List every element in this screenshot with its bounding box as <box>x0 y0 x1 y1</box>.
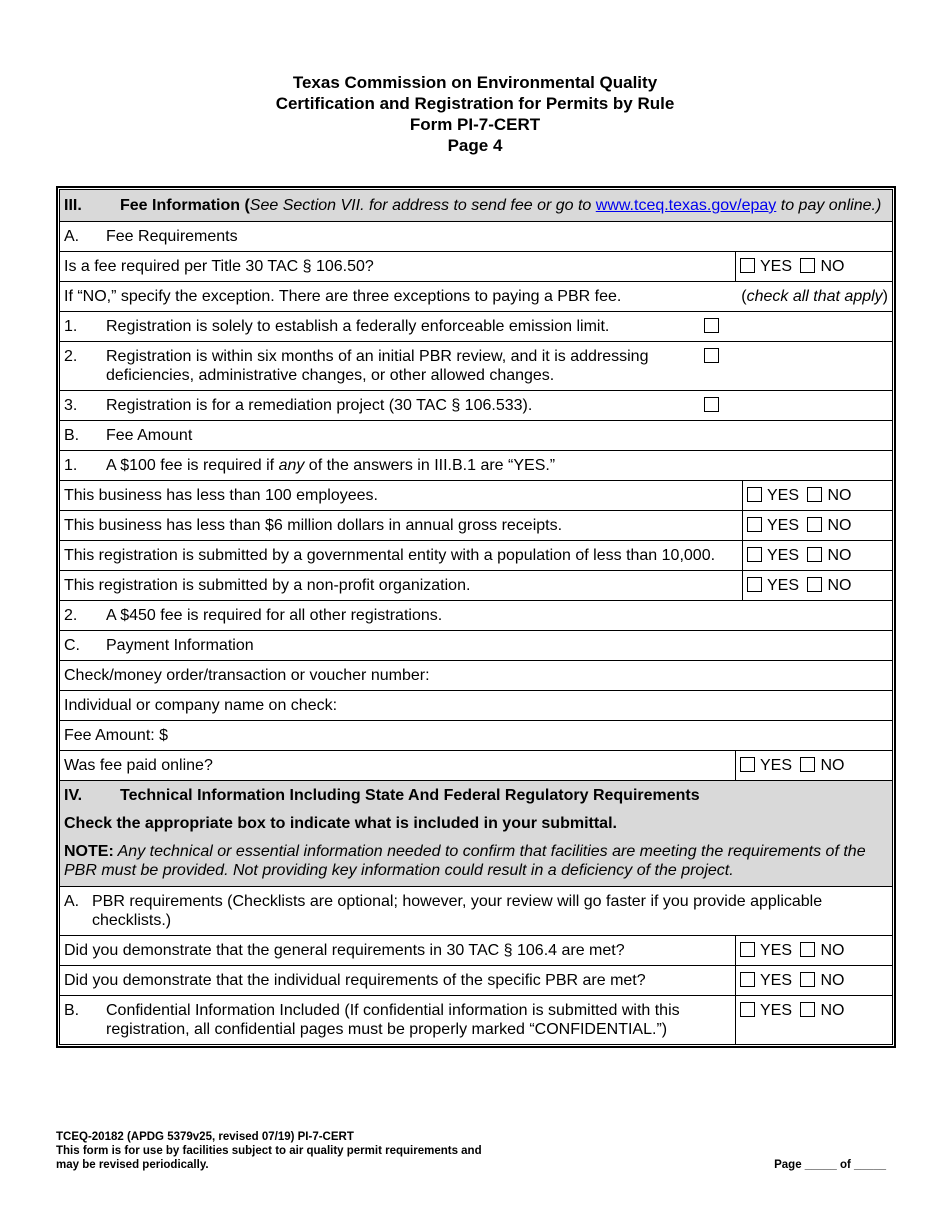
section-iii-note-end: to pay online.) <box>776 197 882 214</box>
paid-online-question: Was fee paid online? <box>64 757 213 774</box>
footer-note-1: This form is for use by facilities subject to air quality permit requirements and <box>56 1145 482 1157</box>
b1-question-row: This business has less than $6 million dollars in annual gross receipts. YES NO <box>60 510 892 540</box>
receipts-no-checkbox[interactable] <box>807 517 822 532</box>
name-on-check-field[interactable] <box>60 690 892 720</box>
employees-no-checkbox[interactable] <box>807 487 822 502</box>
b1-question-row: This registration is submitted by a non-profit organization. YES NO <box>60 570 892 600</box>
check-all-note: (check all that apply) <box>741 288 888 305</box>
exception-row: 2. Registration is within six months of an initial PBR review, and it is addressing deficiencies, administrative changes, or other allowed changes. <box>60 341 892 390</box>
general-requirements-row: Did you demonstrate that the general requirements in 30 TAC § 106.4 are met? YES NO <box>60 935 892 965</box>
fee-amount-label: Fee Amount: $ <box>64 727 169 744</box>
form-header <box>0 72 950 156</box>
paid-online-no-checkbox[interactable] <box>800 757 815 772</box>
exception-3-checkbox[interactable] <box>704 397 719 412</box>
footer-note-2: may be revised periodically. <box>56 1159 209 1171</box>
agency-title: Texas Commission on Environmental Quality <box>292 73 658 92</box>
letter-b: B. <box>64 427 80 444</box>
fee-amount-title: Fee Amount <box>106 427 193 444</box>
general-yes-checkbox[interactable] <box>740 942 755 957</box>
confidential-text: Confidential Information Included (If confidential information is submitted with this registration, all confidential pages must be properly marked “CONFIDENTIAL.”) <box>106 1002 680 1038</box>
letter-a: A. <box>64 228 80 245</box>
exception-2-checkbox[interactable] <box>704 348 719 363</box>
nonprofit-no-checkbox[interactable] <box>807 577 822 592</box>
fee-required-no-checkbox[interactable] <box>800 258 815 273</box>
name-on-check-label: Individual or company name on check: <box>64 697 338 714</box>
employees-yes-checkbox[interactable] <box>747 487 762 502</box>
exception-2-text: Registration is within six months of an initial PBR review, and it is addressing deficiencies, administrative changes, or other allowed changes. <box>106 348 649 384</box>
individual-yes-checkbox[interactable] <box>740 972 755 987</box>
form-footer <box>56 1130 886 1172</box>
individual-requirements-question: Did you demonstrate that the individual requirements of the specific PBR are met? <box>64 972 646 989</box>
section-iv-header <box>60 780 892 886</box>
section-iv-note: NOTE: Any technical or essential information needed to confirm that facilities are meeting the requirements of the PBR must be provided. Not providing key information could result in a deficiency of the project. <box>64 843 866 879</box>
pbr-requirements-text: PBR requirements (Checklists are optional; however, your review will go faster if you provide applicable checklists.) <box>92 893 823 929</box>
individual-requirements-row: Did you demonstrate that the individual requirements of the specific PBR are met? YES NO <box>60 965 892 995</box>
b1-question-row: This registration is submitted by a governmental entity with a population of less than 10,000. YES NO <box>60 540 892 570</box>
government-yes-checkbox[interactable] <box>747 547 762 562</box>
fee-450-text: A $450 fee is required for all other registrations. <box>106 607 443 624</box>
section-iv-title: Technical Information Including State And Federal Regulatory Requirements <box>120 787 700 804</box>
exception-intro-row <box>60 281 892 311</box>
fee-required-yes-checkbox[interactable] <box>740 258 755 273</box>
section-iii-note: See Section VII. for address to send fee or go to <box>249 197 596 214</box>
exception-intro: If “NO,” specify the exception. There are three exceptions to paying a PBR fee. <box>64 288 622 305</box>
receipts-question: This business has less than $6 million dollars in annual gross receipts. <box>64 517 563 534</box>
paid-online-row: Was fee paid online? YES NO <box>60 750 892 780</box>
section-iv-instruction: Check the appropriate box to indicate what is included in your submittal. <box>64 815 617 832</box>
form-code: TCEQ-20182 (APDG 5379v25, revised 07/19) PI-7-CERT <box>56 1131 354 1143</box>
receipts-yes-checkbox[interactable] <box>747 517 762 532</box>
exception-row: 1. Registration is solely to establish a federally enforceable emission limit. <box>60 311 892 341</box>
section-iii-number: III. <box>64 197 82 214</box>
paid-online-yes-checkbox[interactable] <box>740 757 755 772</box>
letter-c: C. <box>64 637 80 654</box>
payment-info-title: Payment Information <box>106 637 254 654</box>
exception-1-text: Registration is solely to establish a federally enforceable emission limit. <box>106 318 610 335</box>
exception-row: 3. Registration is for a remediation project (30 TAC § 106.533). <box>60 390 892 420</box>
exception-1-checkbox[interactable] <box>704 318 719 333</box>
check-number-field[interactable] <box>60 660 892 690</box>
individual-no-checkbox[interactable] <box>800 972 815 987</box>
confidential-yes-checkbox[interactable] <box>740 1002 755 1017</box>
page-title: Page 4 <box>447 136 503 155</box>
payment-info-heading <box>60 630 892 660</box>
fee-450-row: 2. A $450 fee is required for all other registrations. <box>60 600 892 630</box>
pbr-requirements-row: A. PBR requirements (Checklists are optional; however, your review will go faster if you provide applicable checklists.) <box>60 886 892 935</box>
general-no-checkbox[interactable] <box>800 942 815 957</box>
section-iv-number: IV. <box>64 787 83 804</box>
government-question: This registration is submitted by a governmental entity with a population of less than 10,000. <box>64 547 716 564</box>
nonprofit-yes-checkbox[interactable] <box>747 577 762 592</box>
epay-link[interactable]: www.tceq.texas.gov/epay <box>595 197 777 214</box>
section-iii-header <box>60 190 892 221</box>
b1-question-row: This business has less than 100 employees. YES NO <box>60 480 892 510</box>
fee-amount-heading <box>60 420 892 450</box>
fee-requirements-title: Fee Requirements <box>106 228 238 245</box>
government-no-checkbox[interactable] <box>807 547 822 562</box>
check-number-label: Check/money order/transaction or voucher number: <box>64 667 430 684</box>
page-of-page: Page _____ of _____ <box>774 1159 886 1171</box>
fee-100-row: 1. A $100 fee is required if any of the answers in III.B.1 are “YES.” <box>60 450 892 480</box>
fee-100-text: A $100 fee is required if any of the answers in III.B.1 are “YES.” <box>106 457 556 474</box>
fee-technical-form <box>56 186 896 1048</box>
section-iii-title: Fee Information ( <box>120 197 250 214</box>
nonprofit-question: This registration is submitted by a non-profit organization. <box>64 577 471 594</box>
confidential-no-checkbox[interactable] <box>800 1002 815 1017</box>
form-id: Form PI-7-CERT <box>409 115 541 134</box>
general-requirements-question: Did you demonstrate that the general requirements in 30 TAC § 106.4 are met? <box>64 942 625 959</box>
fee-required-row <box>60 251 892 281</box>
fee-amount-field[interactable] <box>60 720 892 750</box>
employees-question: This business has less than 100 employees. <box>64 487 378 504</box>
confidential-row: B. Confidential Information Included (If confidential information is submitted with this registration, all confidential pages must be properly marked “CONFIDENTIAL.”) YES NO <box>60 995 892 1044</box>
fee-required-question: Is a fee required per Title 30 TAC § 106.50? <box>64 258 374 275</box>
form-subtitle: Certification and Registration for Permits by Rule <box>275 94 675 113</box>
exception-3-text: Registration is for a remediation project (30 TAC § 106.533). <box>106 397 533 414</box>
fee-requirements-heading <box>60 221 892 251</box>
fee-required-answer: YES NO <box>735 252 892 281</box>
